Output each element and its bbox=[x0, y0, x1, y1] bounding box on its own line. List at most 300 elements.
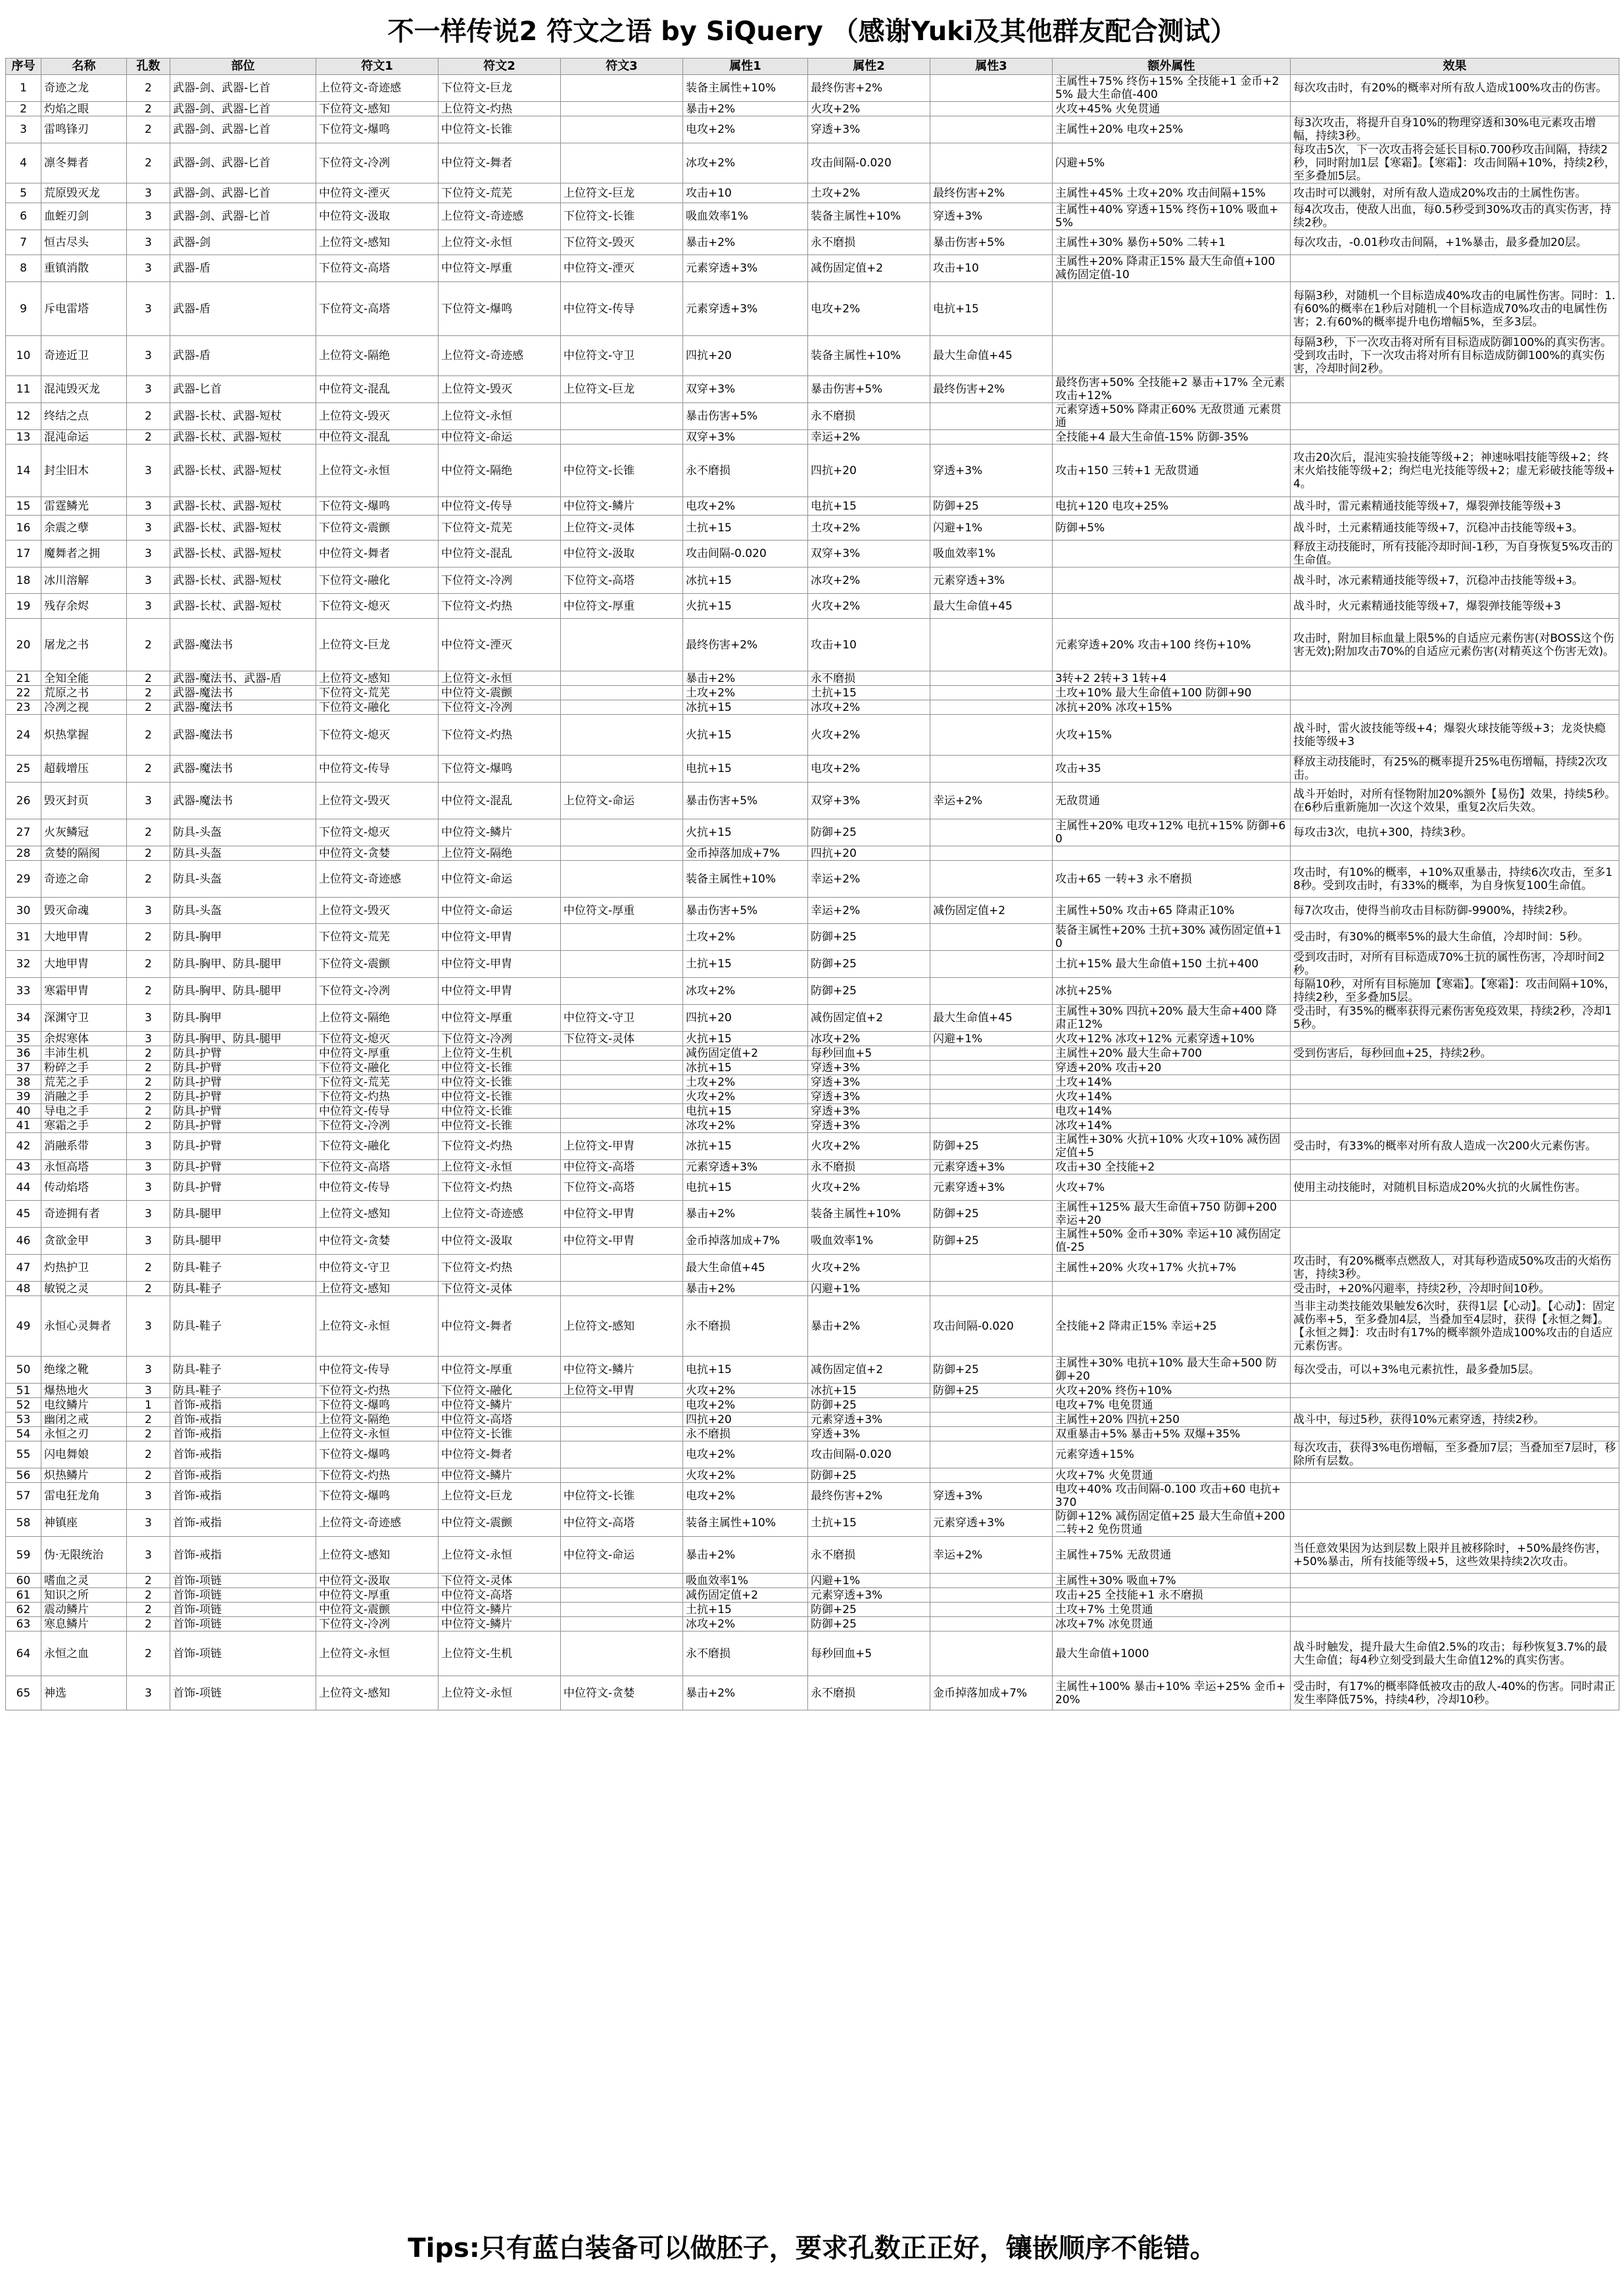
cell-effect bbox=[1291, 1398, 1619, 1413]
table-row bbox=[6, 1413, 1619, 1427]
cell-rune2: 下位符文-灼热 bbox=[439, 594, 561, 619]
cell-effect: 每次受击，可以+3%电元素抗性，最多叠加5层。 bbox=[1291, 1357, 1619, 1384]
cell-rune2: 上位符文-奇迹感 bbox=[439, 203, 561, 230]
cell-attr1: 装备主属性+10% bbox=[683, 75, 808, 102]
table-row bbox=[6, 1427, 1619, 1441]
table-row bbox=[6, 1160, 1619, 1174]
table-row bbox=[6, 1228, 1619, 1255]
cell-sockets: 2 bbox=[127, 1282, 170, 1296]
cell-rune2: 中位符文-厚重 bbox=[439, 1005, 561, 1032]
cell-name: 奇迹之命 bbox=[41, 861, 127, 898]
cell-index: 22 bbox=[6, 686, 41, 700]
cell-index: 31 bbox=[6, 924, 41, 951]
cell-attr2: 永不磨损 bbox=[808, 1160, 930, 1174]
cell-name: 荒原毁灭龙 bbox=[41, 183, 127, 203]
cell-sockets: 2 bbox=[127, 1441, 170, 1468]
cell-sockets: 2 bbox=[127, 1588, 170, 1603]
cell-extra bbox=[1053, 568, 1291, 594]
cell-extra: 主属性+125% 最大生命值+750 防御+200 幸运+20 bbox=[1053, 1201, 1291, 1228]
cell-index: 18 bbox=[6, 568, 41, 594]
cell-attr3 bbox=[930, 619, 1053, 671]
table-row bbox=[6, 1061, 1619, 1075]
cell-slot: 防具-护臂 bbox=[170, 1119, 316, 1133]
cell-sockets: 3 bbox=[127, 1160, 170, 1174]
cell-attr2: 穿透+3% bbox=[808, 1119, 930, 1133]
cell-rune2: 下位符文-爆鸣 bbox=[439, 282, 561, 336]
cell-sockets: 3 bbox=[127, 1537, 170, 1574]
cell-slot: 首饰-戒指 bbox=[170, 1413, 316, 1427]
cell-extra: 主属性+50% 攻击+65 降肃正10% bbox=[1053, 898, 1291, 924]
cell-rune1: 下位符文-冷冽 bbox=[316, 978, 439, 1005]
cell-rune1: 中位符文-厚重 bbox=[316, 1588, 439, 1603]
cell-attr3 bbox=[930, 1441, 1053, 1468]
cell-rune3 bbox=[561, 1468, 683, 1483]
cell-rune1: 中位符文-舞者 bbox=[316, 541, 439, 568]
cell-attr1: 暴击+2% bbox=[683, 230, 808, 255]
cell-attr3: 元素穿透+3% bbox=[930, 568, 1053, 594]
cell-rune2: 中位符文-舞者 bbox=[439, 1296, 561, 1357]
cell-sockets: 2 bbox=[127, 924, 170, 951]
cell-rune1: 上位符文-感知 bbox=[316, 1537, 439, 1574]
cell-attr2: 闪避+1% bbox=[808, 1282, 930, 1296]
cell-sockets: 2 bbox=[127, 1468, 170, 1483]
cell-attr2: 防御+25 bbox=[808, 1617, 930, 1631]
col-header-index: 序号 bbox=[6, 59, 41, 75]
cell-attr3 bbox=[930, 756, 1053, 783]
cell-attr3 bbox=[930, 1061, 1053, 1075]
cell-attr3 bbox=[930, 1617, 1053, 1631]
cell-attr3 bbox=[930, 846, 1053, 861]
cell-rune2: 上位符文-生机 bbox=[439, 1046, 561, 1061]
cell-name: 震动鳞片 bbox=[41, 1603, 127, 1617]
cell-name: 贪婪的隔阂 bbox=[41, 846, 127, 861]
cell-extra: 主属性+20% 四抗+250 bbox=[1053, 1413, 1291, 1427]
cell-index: 65 bbox=[6, 1676, 41, 1710]
cell-name: 寒霜之手 bbox=[41, 1119, 127, 1133]
cell-rune2: 中位符文-混乱 bbox=[439, 541, 561, 568]
cell-extra: 3转+2 2转+3 1转+4 bbox=[1053, 671, 1291, 686]
cell-sockets: 3 bbox=[127, 568, 170, 594]
table-row bbox=[6, 183, 1619, 203]
cell-rune3: 中位符文-厚重 bbox=[561, 898, 683, 924]
cell-sockets: 3 bbox=[127, 594, 170, 619]
cell-rune2: 中位符文-甲胄 bbox=[439, 978, 561, 1005]
cell-extra: 电攻+14% bbox=[1053, 1104, 1291, 1119]
cell-effect: 使用主动技能时，对随机目标造成20%火抗的火属性伤害。 bbox=[1291, 1174, 1619, 1201]
cell-slot: 武器-长杖、武器-短杖 bbox=[170, 568, 316, 594]
cell-attr3: 最大生命值+45 bbox=[930, 1005, 1053, 1032]
cell-index: 17 bbox=[6, 541, 41, 568]
cell-rune1: 上位符文-奇迹感 bbox=[316, 1510, 439, 1537]
cell-rune2: 中位符文-震颤 bbox=[439, 1510, 561, 1537]
cell-rune2: 中位符文-高塔 bbox=[439, 1588, 561, 1603]
cell-attr3 bbox=[930, 1603, 1053, 1617]
cell-slot: 武器-盾 bbox=[170, 282, 316, 336]
cell-slot: 武器-剑、武器-匕首 bbox=[170, 75, 316, 102]
cell-name: 爆热地火 bbox=[41, 1384, 127, 1398]
cell-attr1: 减伤固定值+2 bbox=[683, 1588, 808, 1603]
cell-rune1: 下位符文-高塔 bbox=[316, 282, 439, 336]
cell-attr1: 暴击+2% bbox=[683, 671, 808, 686]
cell-attr1: 装备主属性+10% bbox=[683, 861, 808, 898]
cell-rune1: 上位符文-永恒 bbox=[316, 1427, 439, 1441]
cell-sockets: 3 bbox=[127, 1133, 170, 1160]
cell-index: 60 bbox=[6, 1574, 41, 1588]
table-row bbox=[6, 143, 1619, 183]
cell-effect: 受击时，有17%的概率降低被攻击的敌人-40%的伤害。同时肃正发生率降低75%，持续4秒，冷却10秒。 bbox=[1291, 1676, 1619, 1710]
table-row bbox=[6, 671, 1619, 686]
cell-slot: 首饰-戒指 bbox=[170, 1427, 316, 1441]
cell-name: 斥电雷塔 bbox=[41, 282, 127, 336]
cell-index: 35 bbox=[6, 1032, 41, 1046]
cell-extra: 防御+5% bbox=[1053, 516, 1291, 541]
cell-attr1: 减伤固定值+2 bbox=[683, 1046, 808, 1061]
cell-sockets: 2 bbox=[127, 861, 170, 898]
cell-rune2: 中位符文-鳞片 bbox=[439, 1398, 561, 1413]
cell-index: 50 bbox=[6, 1357, 41, 1384]
cell-sockets: 3 bbox=[127, 183, 170, 203]
table-row bbox=[6, 1510, 1619, 1537]
cell-rune3: 下位符文-高塔 bbox=[561, 568, 683, 594]
cell-extra: 主属性+20% 电攻+25% bbox=[1053, 116, 1291, 143]
cell-attr2: 穿透+3% bbox=[808, 1427, 930, 1441]
cell-effect: 当非主动类技能效果触发6次时，获得1层【心动】。【心动】：固定减伤率+5，至多叠加4层，当叠加至4层时，获得【永恒之舞】。【永恒之舞】：攻击时有17%的概率额外造成100%攻击的自适应元素伤害。 bbox=[1291, 1296, 1619, 1357]
cell-sockets: 2 bbox=[127, 700, 170, 715]
cell-attr2: 元素穿透+3% bbox=[808, 1413, 930, 1427]
cell-attr2: 减伤固定值+2 bbox=[808, 1357, 930, 1384]
cell-slot: 武器-剑、武器-匕首 bbox=[170, 183, 316, 203]
cell-slot: 武器-盾 bbox=[170, 336, 316, 376]
cell-rune2: 中位符文-混乱 bbox=[439, 783, 561, 819]
cell-attr1: 元素穿透+3% bbox=[683, 1160, 808, 1174]
cell-sockets: 2 bbox=[127, 1075, 170, 1090]
cell-rune1: 上位符文-奇迹感 bbox=[316, 75, 439, 102]
cell-extra: 主属性+30% 暴伤+50% 二转+1 bbox=[1053, 230, 1291, 255]
cell-attr3: 元素穿透+3% bbox=[930, 1160, 1053, 1174]
cell-rune3 bbox=[561, 1104, 683, 1119]
cell-rune3 bbox=[561, 756, 683, 783]
cell-sockets: 2 bbox=[127, 430, 170, 445]
cell-effect: 每隔10秒，对所有目标施加【寒霜】。【寒霜】：攻击间隔+10%，持续2秒，至多叠加5层。 bbox=[1291, 978, 1619, 1005]
cell-attr1: 四抗+20 bbox=[683, 1005, 808, 1032]
cell-slot: 防具-护臂 bbox=[170, 1061, 316, 1075]
cell-slot: 防具-护臂 bbox=[170, 1046, 316, 1061]
cell-attr3: 最大生命值+45 bbox=[930, 336, 1053, 376]
cell-rune3: 下位符文-灵体 bbox=[561, 1032, 683, 1046]
cell-effect: 战斗时，冰元素精通技能等级+7，沉稳冲击技能等级+3。 bbox=[1291, 568, 1619, 594]
cell-attr3 bbox=[930, 1631, 1053, 1676]
cell-attr3: 减伤固定值+2 bbox=[930, 898, 1053, 924]
cell-rune1: 下位符文-融化 bbox=[316, 1061, 439, 1075]
cell-attr2: 幸运+2% bbox=[808, 430, 930, 445]
cell-slot: 防具-腿甲 bbox=[170, 1201, 316, 1228]
cell-effect: 每次攻击，-0.01秒攻击间隔，+1%暴击，最多叠加20层。 bbox=[1291, 230, 1619, 255]
cell-sockets: 3 bbox=[127, 898, 170, 924]
cell-rune3: 中位符文-甲胄 bbox=[561, 1201, 683, 1228]
cell-slot: 武器-长杖、武器-短杖 bbox=[170, 445, 316, 497]
col-header-effect: 效果 bbox=[1291, 59, 1619, 75]
cell-attr1: 电攻+2% bbox=[683, 1483, 808, 1510]
cell-rune2: 下位符文-灵体 bbox=[439, 1574, 561, 1588]
cell-effect: 战斗时，雷元素精通技能等级+7，爆裂弹技能等级+3 bbox=[1291, 497, 1619, 516]
cell-index: 25 bbox=[6, 756, 41, 783]
cell-sockets: 2 bbox=[127, 1574, 170, 1588]
table-row bbox=[6, 1119, 1619, 1133]
cell-index: 12 bbox=[6, 403, 41, 430]
cell-extra: 土攻+7% 土免贯通 bbox=[1053, 1603, 1291, 1617]
cell-rune3 bbox=[561, 75, 683, 102]
cell-rune1: 中位符文-混乱 bbox=[316, 376, 439, 403]
cell-extra: 火攻+7% 火免贯通 bbox=[1053, 1468, 1291, 1483]
cell-rune1: 中位符文-混乱 bbox=[316, 430, 439, 445]
cell-effect: 攻击时，有10%的概率，+10%双重暴击，持续6次攻击，至多18秒。受到攻击时，有33%的概率，为自身恢复100生命值。 bbox=[1291, 861, 1619, 898]
cell-index: 44 bbox=[6, 1174, 41, 1201]
cell-attr3 bbox=[930, 1427, 1053, 1441]
cell-attr1: 冰攻+2% bbox=[683, 143, 808, 183]
cell-sockets: 3 bbox=[127, 376, 170, 403]
cell-attr1: 电抗+15 bbox=[683, 1104, 808, 1119]
cell-slot: 武器-魔法书 bbox=[170, 715, 316, 756]
cell-rune1: 下位符文-高塔 bbox=[316, 255, 439, 282]
cell-index: 26 bbox=[6, 783, 41, 819]
cell-rune3: 中位符文-长锥 bbox=[561, 445, 683, 497]
cell-rune3 bbox=[561, 861, 683, 898]
cell-sockets: 2 bbox=[127, 1603, 170, 1617]
cell-rune2: 中位符文-鳞片 bbox=[439, 1603, 561, 1617]
cell-name: 炽热鳞片 bbox=[41, 1468, 127, 1483]
cell-attr1: 暴击+2% bbox=[683, 102, 808, 116]
cell-extra: 防御+12% 减伤固定值+25 最大生命值+200 二转+2 免伤贯通 bbox=[1053, 1510, 1291, 1537]
cell-attr1: 电攻+2% bbox=[683, 497, 808, 516]
cell-extra: 主属性+20% 最大生命+700 bbox=[1053, 1046, 1291, 1061]
cell-attr2: 土抗+15 bbox=[808, 686, 930, 700]
cell-effect: 每隔3秒，对随机一个目标造成40%攻击的电属性伤害。同时：1.有60%的概率在1秒后对随机一个目标造成70%攻击的电属性伤害；2.有60%的概率提升电伤增幅5%，至多3层。 bbox=[1291, 282, 1619, 336]
cell-rune3 bbox=[561, 1413, 683, 1427]
cell-index: 15 bbox=[6, 497, 41, 516]
cell-extra: 土攻+10% 最大生命值+100 防御+90 bbox=[1053, 686, 1291, 700]
cell-attr2: 防御+25 bbox=[808, 1398, 930, 1413]
cell-rune2: 下位符文-荒芜 bbox=[439, 183, 561, 203]
cell-attr2: 双穿+3% bbox=[808, 541, 930, 568]
cell-attr3 bbox=[930, 403, 1053, 430]
cell-rune1: 下位符文-灼热 bbox=[316, 1384, 439, 1398]
cell-rune2: 中位符文-甲胄 bbox=[439, 924, 561, 951]
cell-attr2: 四抗+20 bbox=[808, 445, 930, 497]
cell-attr2: 火攻+2% bbox=[808, 1133, 930, 1160]
cell-attr2: 土攻+2% bbox=[808, 516, 930, 541]
cell-rune3 bbox=[561, 1061, 683, 1075]
cell-sockets: 2 bbox=[127, 102, 170, 116]
cell-effect: 战斗时，土元素精通技能等级+7，沉稳冲击技能等级+3。 bbox=[1291, 516, 1619, 541]
cell-name: 冷冽之视 bbox=[41, 700, 127, 715]
cell-index: 33 bbox=[6, 978, 41, 1005]
cell-extra: 主属性+30% 四抗+20% 最大生命+400 降肃正12% bbox=[1053, 1005, 1291, 1032]
cell-attr1: 元素穿透+3% bbox=[683, 282, 808, 336]
table-row bbox=[6, 819, 1619, 846]
cell-index: 51 bbox=[6, 1384, 41, 1398]
cell-rune1: 下位符文-荒芜 bbox=[316, 924, 439, 951]
cell-attr3: 最终伤害+2% bbox=[930, 183, 1053, 203]
cell-attr2: 电攻+2% bbox=[808, 282, 930, 336]
cell-rune1: 下位符文-爆鸣 bbox=[316, 1398, 439, 1413]
cell-effect: 战斗中，每过5秒，获得10%元素穿透，持续2秒。 bbox=[1291, 1413, 1619, 1427]
cell-rune1: 中位符文-贪婪 bbox=[316, 846, 439, 861]
cell-index: 13 bbox=[6, 430, 41, 445]
table-row bbox=[6, 376, 1619, 403]
cell-effect: 战斗开始时，对所有怪物附加20%额外【易伤】效果，持续5秒。在6秒后重新施加一次这个效果，重复2次后失效。 bbox=[1291, 783, 1619, 819]
cell-sockets: 2 bbox=[127, 1104, 170, 1119]
cell-sockets: 3 bbox=[127, 516, 170, 541]
cell-rune2: 上位符文-奇迹感 bbox=[439, 1201, 561, 1228]
cell-attr2: 吸血效率1% bbox=[808, 1228, 930, 1255]
cell-extra: 主属性+30% 电抗+10% 最大生命+500 防御+20 bbox=[1053, 1357, 1291, 1384]
cell-rune3 bbox=[561, 1441, 683, 1468]
cell-attr2: 四抗+20 bbox=[808, 846, 930, 861]
cell-slot: 防具-头盔 bbox=[170, 819, 316, 846]
cell-rune1: 上位符文-感知 bbox=[316, 230, 439, 255]
cell-effect bbox=[1291, 255, 1619, 282]
cell-attr1: 土攻+2% bbox=[683, 686, 808, 700]
cell-index: 42 bbox=[6, 1133, 41, 1160]
cell-attr1: 装备主属性+10% bbox=[683, 1510, 808, 1537]
cell-attr1: 冰抗+15 bbox=[683, 700, 808, 715]
cell-extra: 攻击+25 全技能+1 永不磨损 bbox=[1053, 1588, 1291, 1603]
cell-effect: 攻击时可以溅射，对所有敌人造成20%攻击的土属性伤害。 bbox=[1291, 183, 1619, 203]
cell-extra: 攻击+150 三转+1 无敌贯通 bbox=[1053, 445, 1291, 497]
table-body bbox=[6, 75, 1619, 1710]
cell-attr3: 穿透+3% bbox=[930, 1483, 1053, 1510]
cell-name: 雷鸣锋刃 bbox=[41, 116, 127, 143]
cell-rune1: 下位符文-熄灭 bbox=[316, 715, 439, 756]
cell-rune3 bbox=[561, 686, 683, 700]
cell-effect bbox=[1291, 1201, 1619, 1228]
cell-attr2: 火攻+2% bbox=[808, 1174, 930, 1201]
cell-rune3 bbox=[561, 143, 683, 183]
cell-effect bbox=[1291, 671, 1619, 686]
cell-rune3: 上位符文-甲胄 bbox=[561, 1133, 683, 1160]
cell-sockets: 3 bbox=[127, 336, 170, 376]
table-row bbox=[6, 541, 1619, 568]
cell-rune3: 中位符文-高塔 bbox=[561, 1160, 683, 1174]
cell-slot: 武器-剑、武器-匕首 bbox=[170, 102, 316, 116]
cell-slot: 首饰-戒指 bbox=[170, 1468, 316, 1483]
cell-rune3 bbox=[561, 978, 683, 1005]
cell-rune1: 上位符文-感知 bbox=[316, 1282, 439, 1296]
cell-rune2: 中位符文-湮灭 bbox=[439, 619, 561, 671]
cell-attr2: 防御+25 bbox=[808, 1603, 930, 1617]
table-row bbox=[6, 1441, 1619, 1468]
cell-name: 神选 bbox=[41, 1676, 127, 1710]
cell-rune2: 下位符文-灼热 bbox=[439, 1174, 561, 1201]
cell-rune3 bbox=[561, 619, 683, 671]
cell-slot: 防具-护臂 bbox=[170, 1090, 316, 1104]
cell-rune2: 中位符文-震颤 bbox=[439, 686, 561, 700]
cell-rune3 bbox=[561, 700, 683, 715]
cell-effect: 受到攻击时，对所有目标造成70%土抗的属性伤害，冷却时间2秒。 bbox=[1291, 951, 1619, 978]
cell-slot: 武器-魔法书 bbox=[170, 756, 316, 783]
table-row bbox=[6, 686, 1619, 700]
cell-extra: 主属性+30% 火抗+10% 火攻+10% 减伤固定值+5 bbox=[1053, 1133, 1291, 1160]
cell-name: 寒息鳞片 bbox=[41, 1617, 127, 1631]
cell-sockets: 2 bbox=[127, 756, 170, 783]
cell-attr3 bbox=[930, 715, 1053, 756]
cell-slot: 武器-长杖、武器-短杖 bbox=[170, 541, 316, 568]
cell-extra: 主属性+45% 土攻+20% 攻击间隔+15% bbox=[1053, 183, 1291, 203]
cell-effect bbox=[1291, 1160, 1619, 1174]
cell-name: 全知全能 bbox=[41, 671, 127, 686]
cell-rune2: 下位符文-荒芜 bbox=[439, 516, 561, 541]
cell-name: 消融之手 bbox=[41, 1090, 127, 1104]
cell-effect: 每攻击5次，下一次攻击将会延长目标0.700秒攻击间隔，持续2秒，同时附加1层【寒霜】。【寒霜】：攻击间隔+10%，持续2秒，至多叠加5层。 bbox=[1291, 143, 1619, 183]
cell-effect: 每隔3秒，下一次攻击将对所有目标造成防御100%的真实伤害。受到攻击时，下一次攻击将对所有目标造成防御100%的真实伤害，冷却时间2秒。 bbox=[1291, 336, 1619, 376]
cell-slot: 防具-胸甲 bbox=[170, 1005, 316, 1032]
cell-extra: 主属性+100% 暴击+10% 幸运+25% 金币+20% bbox=[1053, 1676, 1291, 1710]
cell-effect: 释放主动技能时，所有技能冷却时间-1秒，为自身恢复5%攻击的生命值。 bbox=[1291, 541, 1619, 568]
cell-attr3: 攻击+10 bbox=[930, 255, 1053, 282]
cell-slot: 武器-魔法书 bbox=[170, 700, 316, 715]
cell-rune1: 下位符文-灼热 bbox=[316, 1468, 439, 1483]
cell-attr1: 电攻+2% bbox=[683, 1441, 808, 1468]
cell-name: 神镇座 bbox=[41, 1510, 127, 1537]
cell-attr2: 穿透+3% bbox=[808, 1090, 930, 1104]
cell-rune3 bbox=[561, 1090, 683, 1104]
cell-sockets: 3 bbox=[127, 1201, 170, 1228]
cell-rune2: 下位符文-冷冽 bbox=[439, 700, 561, 715]
cell-sockets: 3 bbox=[127, 1174, 170, 1201]
cell-attr2: 装备主属性+10% bbox=[808, 1201, 930, 1228]
cell-extra: 闪避+5% bbox=[1053, 143, 1291, 183]
cell-slot: 武器-魔法书 bbox=[170, 783, 316, 819]
cell-index: 58 bbox=[6, 1510, 41, 1537]
cell-attr2: 土抗+15 bbox=[808, 1510, 930, 1537]
cell-name: 荒芜之手 bbox=[41, 1075, 127, 1090]
cell-attr1: 火攻+2% bbox=[683, 1384, 808, 1398]
cell-extra: 穿透+20% 攻击+20 bbox=[1053, 1061, 1291, 1075]
cell-attr3: 幸运+2% bbox=[930, 1537, 1053, 1574]
cell-extra bbox=[1053, 1282, 1291, 1296]
cell-slot: 武器-魔法书 bbox=[170, 686, 316, 700]
cell-effect bbox=[1291, 1483, 1619, 1510]
cell-sockets: 3 bbox=[127, 255, 170, 282]
cell-rune3 bbox=[561, 1427, 683, 1441]
table-row bbox=[6, 1090, 1619, 1104]
cell-effect bbox=[1291, 1588, 1619, 1603]
cell-index: 61 bbox=[6, 1588, 41, 1603]
cell-rune2: 下位符文-灼热 bbox=[439, 1255, 561, 1282]
cell-slot: 防具-鞋子 bbox=[170, 1384, 316, 1398]
cell-attr2: 土攻+2% bbox=[808, 183, 930, 203]
cell-attr3: 电抗+15 bbox=[930, 282, 1053, 336]
cell-name: 永恒高塔 bbox=[41, 1160, 127, 1174]
cell-rune2: 上位符文-巨龙 bbox=[439, 1483, 561, 1510]
cell-rune1: 下位符文-灼热 bbox=[316, 1090, 439, 1104]
cell-index: 8 bbox=[6, 255, 41, 282]
cell-rune1: 下位符文-爆鸣 bbox=[316, 116, 439, 143]
cell-effect bbox=[1291, 1617, 1619, 1631]
cell-rune2: 下位符文-融化 bbox=[439, 1384, 561, 1398]
cell-index: 47 bbox=[6, 1255, 41, 1282]
cell-attr3 bbox=[930, 819, 1053, 846]
cell-attr1: 火攻+2% bbox=[683, 1090, 808, 1104]
cell-slot: 防具-鞋子 bbox=[170, 1296, 316, 1357]
cell-attr1: 暴击+2% bbox=[683, 1676, 808, 1710]
cell-rune1: 上位符文-永恒 bbox=[316, 1631, 439, 1676]
table-row bbox=[6, 715, 1619, 756]
cell-slot: 武器-剑、武器-匕首 bbox=[170, 116, 316, 143]
cell-sockets: 2 bbox=[127, 143, 170, 183]
cell-slot: 防具-胸甲 bbox=[170, 924, 316, 951]
cell-attr3 bbox=[930, 1119, 1053, 1133]
